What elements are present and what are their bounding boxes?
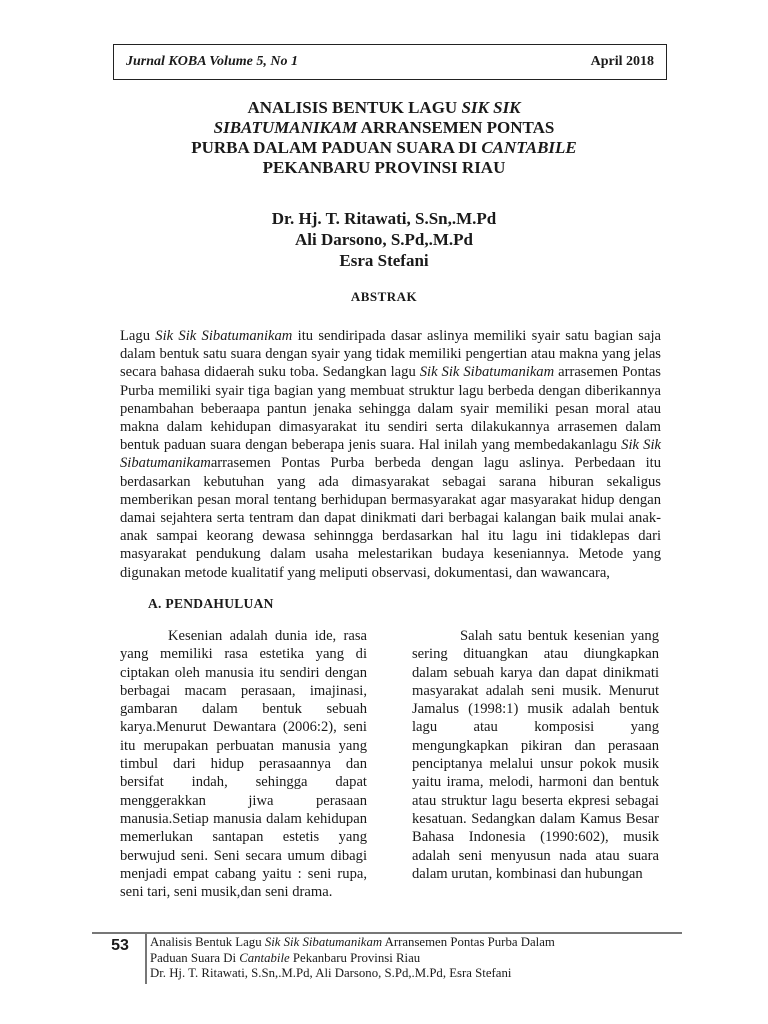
footer-text: Pekanbaru Provinsi Riau: [289, 950, 421, 965]
footer-text: Arransemen Pontas Purba Dalam: [382, 935, 555, 949]
footer-text: Analisis Bentuk Lagu: [150, 935, 265, 949]
journal-date: April 2018: [590, 54, 654, 69]
title-text: PEKANBARU PROVINSI RIAU: [262, 158, 506, 177]
paragraph-text: Kesenian adalah dunia ide, rasa yang memiliki rasa estetika yang di ciptakan oleh manusia itu sendiri dengan berbagai macam perasaan, imajinasi, gambaran dalam bentuk sebuah karya.Menurut Dewantara (2006:2), seni itu merupakan perbuatan manusia yang timbul dari hidup perasaannya dan bersifat indah, sehingga dapat menggerakkan jiwa perasaan manusia.Setiap manusia dalam kehidupan memerlukan santapan estetis yang berwujud seni. Seni secara umum dibagi menjadi empat cabang yaitu : seni rupa, seni tari, seni musik,dan seni drama.: [120, 628, 367, 901]
section-heading: A. PENDAHULUAN: [148, 596, 274, 611]
title-italic: SIK SIK: [461, 98, 521, 117]
footer-italic: Cantabile: [239, 950, 290, 965]
abstract-text: arrasemen Pontas Purba memiliki syair tiga bagian yang membuat struktur lagu berbeda dengan diberikannya penambahan beberaapa pantun jenaka sehingga dalam syair memiliki pesan moral atau makna dalam kehidupan dimasyarakat itu sendiri serta dilakukannya arrasemen dalam bentuk paduan suara dengan beberapa jenis suara. Hal inilah yang membedakanlagu: [120, 364, 661, 454]
title-text: PURBA DALAM PADUAN SUARA DI: [191, 138, 482, 157]
footer-text: Paduan Suara Di: [150, 950, 240, 965]
author-list: [120, 208, 648, 271]
footer-divider: [92, 932, 682, 934]
running-footer: [150, 935, 670, 982]
abstract-heading: ABSTRAK: [350, 289, 418, 304]
body-column-right: [412, 627, 659, 883]
author-name: Ali Darsono, S.Pd,.M.Pd: [294, 230, 474, 249]
footer-italic: Sik Sik Sibatumanikam: [264, 935, 383, 949]
journal-name: Jurnal KOBA Volume 5, No 1: [126, 54, 298, 69]
title-text: ANALISIS BENTUK LAGU: [247, 98, 462, 117]
abstract-text: itu sendiripada dasar aslinya memiliki syair satu bagian saja dalam bentuk satu suara dengan syair yang tidak memiliki pengertian atau makna yang jelas secara bahasa didaerah suku toba. Sedangkan lagu: [120, 328, 661, 381]
abstract-body: [120, 327, 661, 582]
abstract-italic: Sik Sik Sibatumanikam: [155, 328, 293, 344]
footer-authors: Dr. Hj. T. Ritawati, S.Sn,.M.Pd, Ali Darsono, S.Pd,.M.Pd, Esra Stefani: [150, 966, 512, 980]
abstract-text: arrasemen Pontas Purba berbeda dengan lagu aslinya. Perbedaan itu berdasarkan kebutuhan yang ada dimasyarakat sebagai sarana hiburan sekaligus memberikan pesan moral tentang berhidupan bermasyarakat agar masyarakat hidup dengan damai sejahtera serta tentram dan dapat dinikmati dari berbagai kalangan baik mulai anak-anak sampai keorang dewasa sehinngga berdasarkan hal itu lagu ini tidaklepas dari masyarakat pendukung dalam usaha melestarikan budaya keseniannya. Metode yang digunakan metode kualitatif yang meliputi observasi, dokumentasi, dan wawancara,: [120, 455, 661, 581]
title-italic: SIBATUMANIKAM: [213, 118, 358, 137]
abstract-text: Lagu: [120, 328, 156, 344]
page-number: 53: [111, 937, 129, 954]
body-column-left: [120, 627, 367, 901]
paragraph-text: Salah satu bentuk kesenian yang sering dituangkan atau diungkapkan dalam sebuah karya dan dapat dinikmati masyarakat adalah seni musik. Menurut Jamalus (1998:1) musik adalah bentuk lagu atau komposisi yang mengungkapkan pikiran dan perasaan penciptanya melalui unsur pokok musik yaitu irama, melodi, harmoni dan bentuk atau struktur lagu beserta ekpresi sebagai kesatuan. Sedangkan dalam Kamus Besar Bahasa Indonesia (1990:602), musik adalah seni menyusun nada atau suara dalam urutan, kombinasi dan hubungan: [412, 628, 659, 882]
paper-title: [120, 98, 648, 178]
author-name: Esra Stefani: [339, 251, 429, 270]
abstract-italic: Sik Sik Sibatumanikam: [120, 437, 661, 472]
author-name: Dr. Hj. T. Ritawati, S.Sn,.M.Pd: [271, 209, 497, 228]
title-italic: CANTABILE: [481, 138, 577, 157]
abstract-italic: Sik Sik Sibatumanikam: [419, 364, 555, 381]
journal-header: [113, 44, 667, 80]
title-text: ARRANSEMEN PONTAS: [357, 118, 555, 137]
footer-vertical-divider: [145, 934, 147, 984]
